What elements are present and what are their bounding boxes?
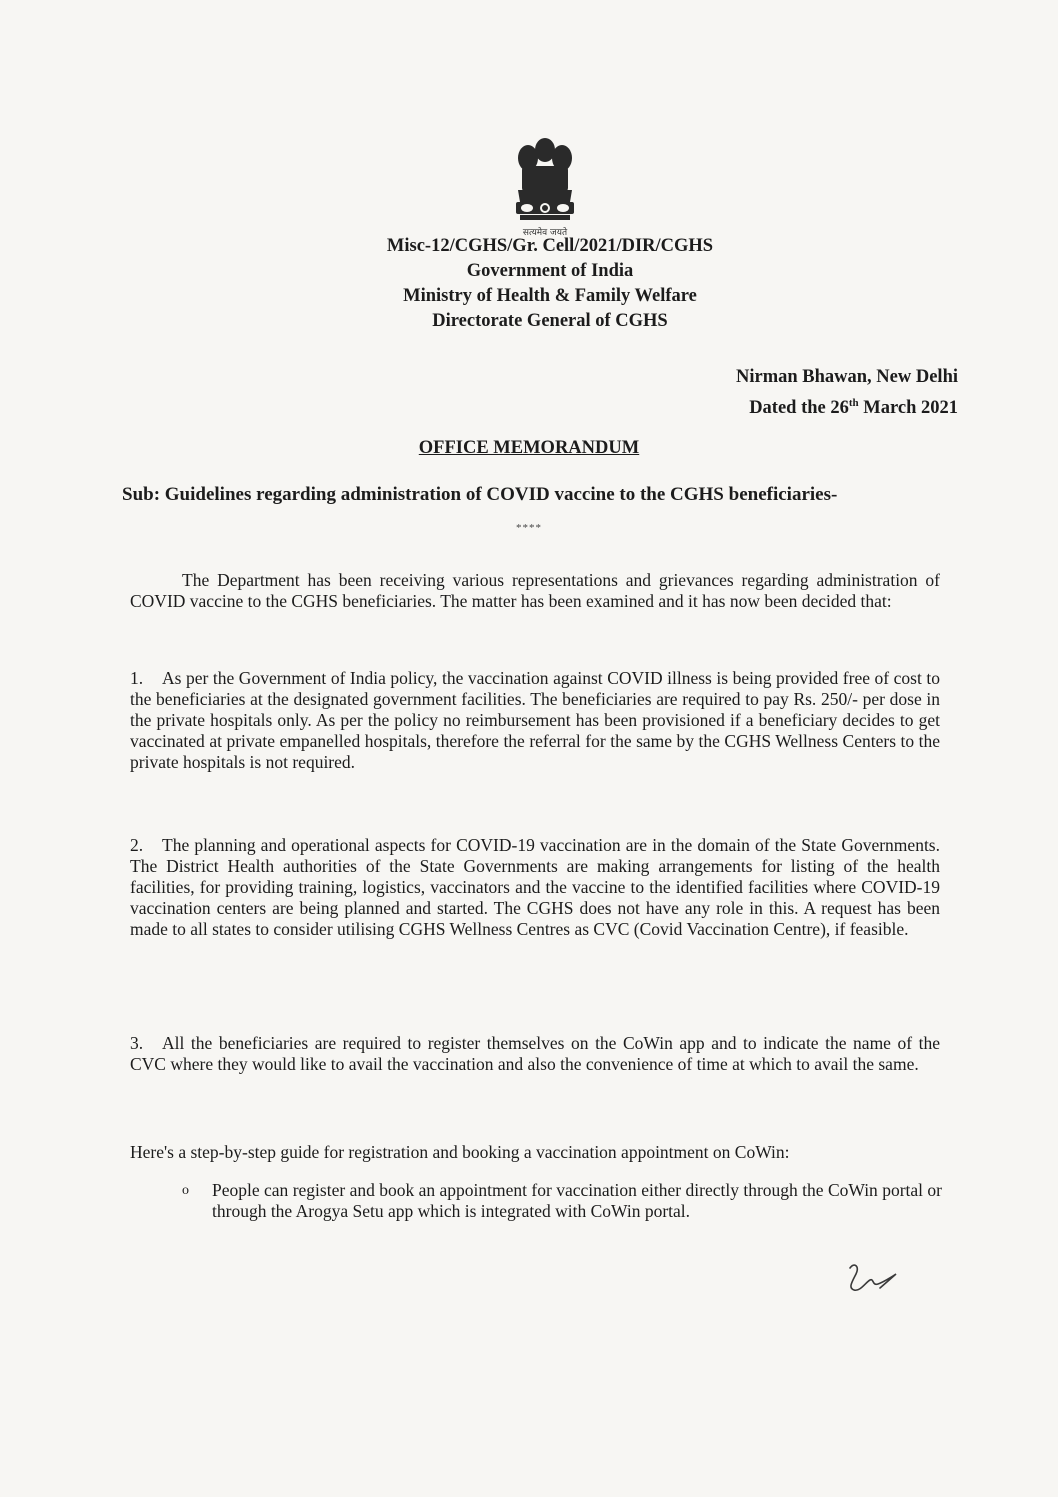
point-number: 2. [130, 835, 144, 855]
point-2 [130, 835, 940, 940]
point-text: The planning and operational aspects for COVID-19 vaccination are in the domain of the State Governments. The District Health authorities of the State Governments are making arrangements for listing of the health facilities, for providing training, logistics, vaccinators and the vaccine to the identified facilities where COVID-19 vaccination centers are being planned and started. The CGHS does not have any role in this. A request has been made to all states to consider utilising CGHS Wellness Centres as CVC (Covid Vaccination Centre), if feasible. [130, 835, 940, 939]
point-text: As per the Government of India policy, the vaccination against COVID illness is being provided free of cost to the beneficiaries at the designated government facilities. The beneficiaries are required to pay Rs. 250/- per dose in the private hospitals only. As per the policy no reimbursement has been provisioned if a beneficiary decides to get vaccinated at private empanelled hospitals, therefore the referral for the same by the CGHS Wellness Centers to the private hospitals is not required. [130, 668, 940, 772]
directorate-name: Directorate General of CGHS [432, 311, 668, 331]
memo-title: OFFICE MEMORANDUM [418, 438, 640, 458]
point-number: 3. [130, 1033, 144, 1053]
reference-number: Misc-12/CGHS/Gr. Cell/2021/DIR/CGHS [386, 236, 714, 256]
government-name: Government of India [466, 261, 634, 281]
place-and-date [736, 364, 958, 421]
ministry-name: Ministry of Health & Family Welfare [403, 286, 697, 306]
date: Dated the 26th March 2021 [749, 397, 958, 419]
point-number: 1. [130, 668, 144, 688]
guide-intro: Here's a step-by-step guide for registration and booking a vaccination appointment on CoWin: [130, 1142, 790, 1162]
subject-line: Sub: Guidelines regarding administration of COVID vaccine to the CGHS beneficiaries- [122, 484, 838, 505]
bullet-mark: o [182, 1183, 189, 1198]
emblem-motto: सत्यमेव जयते [522, 228, 568, 238]
bullet-item [182, 1180, 942, 1222]
point-1 [130, 668, 940, 773]
separator: **** [516, 522, 542, 534]
signature-initials [840, 1260, 920, 1300]
location: Nirman Bhawan, New Delhi [735, 367, 958, 387]
intro-paragraph: The Department has been receiving various representations and grievances regarding administration of COVID vaccine to the CGHS beneficiaries. The matter has been examined and it has now been decided that: [130, 570, 940, 611]
point-text: All the beneficiaries are required to register themselves on the CoWin app and to indicate the name of the CVC where they would like to avail the vaccination and also the convenience of time at which to avail the same. [130, 1033, 940, 1074]
point-3 [130, 1033, 940, 1075]
bullet-text: People can register and book an appointment for vaccination either directly through the CoWin portal or through the Arogya Setu app which is integrated with CoWin portal. [212, 1180, 942, 1221]
letter-header [300, 234, 800, 334]
ashoka-lion-emblem-icon [500, 128, 590, 228]
national-emblem [500, 128, 590, 240]
